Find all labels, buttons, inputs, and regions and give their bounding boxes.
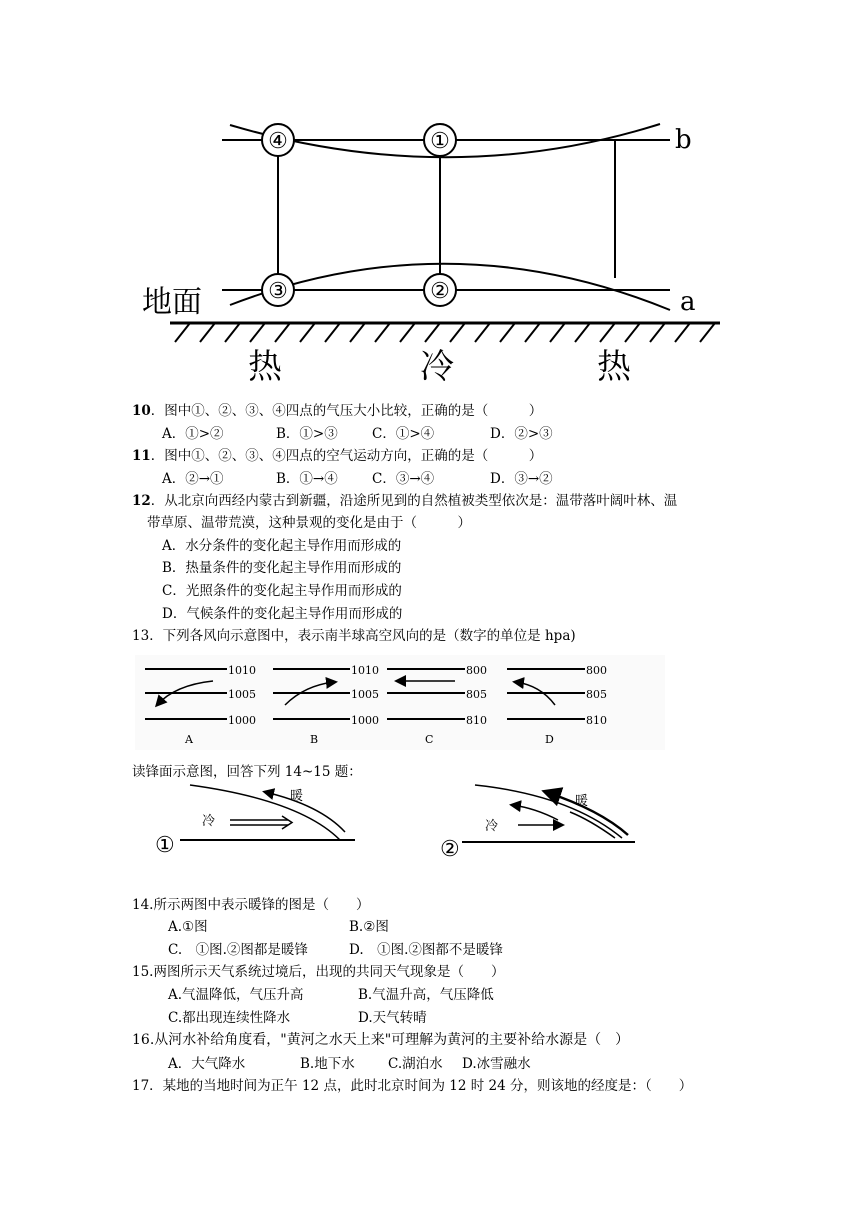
intro-14-15: 读锋面示意图，回答下列 14~15 题： xyxy=(132,764,362,780)
q11-option-b[interactable]: B．①→④ xyxy=(276,471,338,487)
isobar-label: 800 xyxy=(466,664,487,677)
point-1: ① xyxy=(430,129,450,154)
ground-label: 地面 xyxy=(142,285,202,320)
question-text: ．图中①、②、③、④四点的空气运动方向，正确的是（ ） xyxy=(150,448,543,464)
q10-option-d[interactable]: D．②>③ xyxy=(490,426,553,442)
question-number: 10 xyxy=(132,403,151,419)
question-10 xyxy=(132,402,542,420)
point-4: ④ xyxy=(268,129,288,154)
line-label-a: a xyxy=(680,287,696,317)
q12-option-a[interactable]: A．水分条件的变化起主导作用而形成的 xyxy=(162,538,402,554)
q14-option-d[interactable]: D. ①图.②图都不是暖锋 xyxy=(349,942,503,958)
q11-option-a[interactable]: A．②→① xyxy=(162,471,224,487)
panel-label: C xyxy=(425,733,434,746)
isobar-label: 800 xyxy=(586,664,607,677)
isobar-label: 1000 xyxy=(228,714,256,727)
question-text: ．图中①、②、③、④四点的气压大小比较，正确的是（ ） xyxy=(150,403,543,419)
question-text: ．下列各风向示意图中，表示南半球高空风向的是（数字的单位是 hpa) xyxy=(149,628,576,644)
wind-direction-figure xyxy=(135,655,665,750)
question-14: 14.所示两图中表示暖锋的图是（ ） xyxy=(132,897,370,913)
point-2: ② xyxy=(430,279,450,304)
isobar-label: 805 xyxy=(586,688,607,701)
q15-option-b[interactable]: B.气温升高，气压降低 xyxy=(358,987,494,1003)
cold-label: 冷 xyxy=(202,814,216,829)
question-number: 11 xyxy=(132,448,151,464)
panel-label: B xyxy=(310,733,319,746)
q15-option-d[interactable]: D.天气转晴 xyxy=(358,1010,427,1026)
cold-label: 冷 xyxy=(485,819,499,834)
question-17: 17．某地的当地时间为正午 12 点，此时北京时间为 12 时 24 分，则该地的经度是：（ ） xyxy=(132,1078,693,1094)
isobar-label: 810 xyxy=(586,714,607,727)
question-text: ．从北京向西经内蒙古到新疆，沿途所见到的自然植被类型依次是：温带落叶阔叶林、温 xyxy=(150,493,678,509)
question-16: 16.从河水补给角度看，"黄河之水天上来"可理解为黄河的主要补给水源是（ ） xyxy=(132,1032,630,1048)
q14-option-a[interactable]: A.①图 xyxy=(168,919,208,935)
isobar-label: 810 xyxy=(466,714,487,727)
front-left xyxy=(155,785,355,858)
q16-option-b[interactable]: B.地下水 xyxy=(300,1056,355,1072)
point-3: ③ xyxy=(268,279,288,304)
isobar-label: 1010 xyxy=(228,664,256,677)
q12-option-c[interactable]: C．光照条件的变化起主导作用而形成的 xyxy=(162,583,402,599)
front-number: ① xyxy=(155,833,175,858)
thermal-circulation-figure xyxy=(130,110,730,390)
isobar-label: 1005 xyxy=(351,688,379,701)
temp-label-left: 热 xyxy=(248,347,282,387)
q12-option-d[interactable]: D．气候条件的变化起主导作用而形成的 xyxy=(162,606,403,622)
front-figure xyxy=(150,780,650,865)
q10-option-c[interactable]: C．①>④ xyxy=(372,426,435,442)
warm-label: 暖 xyxy=(290,789,304,804)
panel-label: D xyxy=(545,733,554,746)
q14-option-b[interactable]: B.②图 xyxy=(349,919,389,935)
front-right xyxy=(440,785,635,862)
question-12-continued: 带草原、温带荒漠，这种景观的变化是由于（ ） xyxy=(147,515,471,531)
warm-label: 暖 xyxy=(575,794,589,809)
question-15: 15.两图所示天气系统过境后，出现的共同天气现象是（ ） xyxy=(132,964,505,980)
question-number: 12 xyxy=(132,493,151,509)
isobar-label: 1005 xyxy=(228,688,256,701)
q16-option-c[interactable]: C.湖泊水 xyxy=(388,1056,443,1072)
q16-option-a[interactable]: A．大气降水 xyxy=(168,1056,246,1072)
q11-option-d[interactable]: D．③→② xyxy=(490,471,553,487)
q12-option-b[interactable]: B．热量条件的变化起主导作用而形成的 xyxy=(162,560,402,576)
temp-label-middle: 冷 xyxy=(420,347,454,387)
question-12 xyxy=(132,492,677,510)
q15-option-c[interactable]: C.都出现连续性降水 xyxy=(168,1010,291,1026)
isobar-label: 1010 xyxy=(351,664,379,677)
q11-option-c[interactable]: C．③→④ xyxy=(372,471,435,487)
line-label-b: b xyxy=(675,125,692,155)
question-13 xyxy=(132,627,576,645)
q10-option-b[interactable]: B．①>③ xyxy=(276,426,338,442)
question-number: 13 xyxy=(132,628,150,644)
q14-option-c[interactable]: C. ①图.②图都是暖锋 xyxy=(168,942,308,958)
isobar-label: 1000 xyxy=(351,714,379,727)
isobar-label: 805 xyxy=(466,688,487,701)
front-number: ② xyxy=(440,837,460,862)
q10-option-a[interactable]: A．①>② xyxy=(162,426,224,442)
temp-label-right: 热 xyxy=(597,347,631,387)
q16-option-d[interactable]: D.冰雪融水 xyxy=(462,1056,531,1072)
q15-option-a[interactable]: A.气温降低，气压升高 xyxy=(168,987,304,1003)
question-11 xyxy=(132,447,542,465)
panel-label: A xyxy=(185,733,193,746)
